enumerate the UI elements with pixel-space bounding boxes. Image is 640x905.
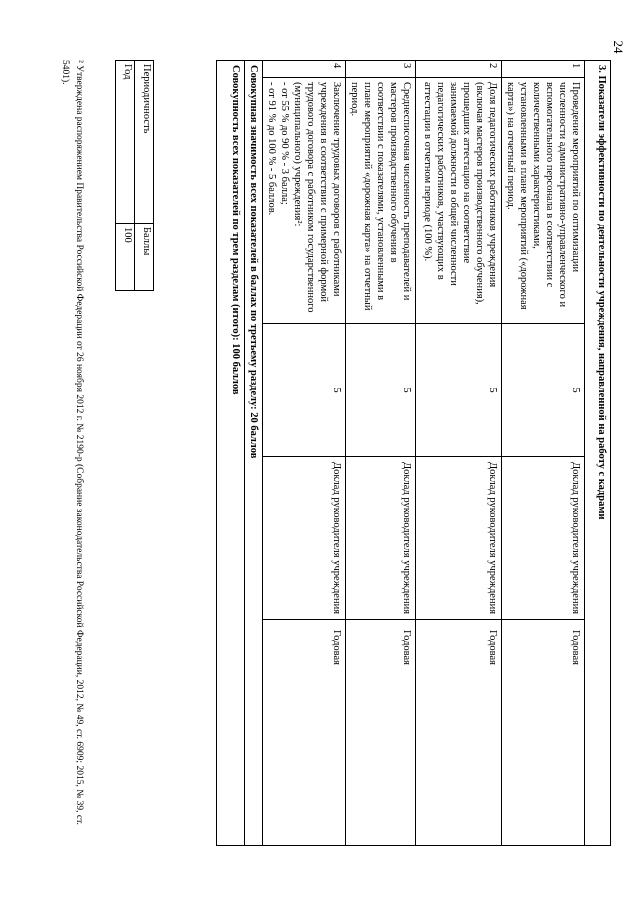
document-type: Доклад руководителя учреждения [416, 457, 502, 620]
points-header: Баллы [135, 224, 154, 291]
section-title: 3. Показатели эффективности по деятельности учреждения, направленной на работу с кадрами [585, 61, 611, 846]
total-summary-row [217, 61, 245, 846]
indicator-text: Доля педагогических работников учреждения (включая мастеров производственного обучения), прошедших аттестацию на соответствие занимаемой должности в общей численности педагогических работников, участвующих в аттестации в отчетном периоде (100 %). [416, 78, 502, 324]
section-summary: Совокупная значимость всех показателей в баллах по третьему разделу: 20 баллов [245, 61, 263, 846]
indicator-text: Проведение мероприятий по оптимизации численности административно-управленческого и вспомогательного персонала в соответствии с количественными характеристиками, установленными в плане мероприятий («дорожная карта») на отчетный период. [502, 78, 585, 324]
periodicity: Годовая [416, 620, 502, 846]
total-summary: Совокупность всех показателей по трем разделам (итого): 100 баллов [217, 61, 245, 846]
document-type: Доклад руководителя учреждения [263, 457, 346, 620]
points-value: 5 [502, 324, 585, 457]
row-number: 2 [416, 61, 502, 78]
table-row [416, 61, 502, 846]
page-number: 24 [611, 40, 626, 54]
table-row [346, 61, 416, 846]
periodicity: Годовая [263, 620, 346, 846]
indicator-text: Заключение трудовых договоров с работниками учреждения в соответствии с примерной формой трудового договора с работником государственного (муниципального) учреждения²: [292, 82, 342, 313]
periodicity-value-row [116, 61, 135, 291]
rotated-page-content [56, 60, 611, 845]
periodicity: Годовая [346, 620, 416, 846]
document-type: Доклад руководителя учреждения [346, 457, 416, 620]
points-value: 5 [416, 324, 502, 457]
points-total: 100 [116, 224, 135, 291]
indicator-cell [263, 78, 346, 324]
indicator-option: - от 55 % до 90 % - 3 балла; [279, 82, 290, 205]
row-number: 1 [502, 61, 585, 78]
periodicity-header: Периодичность [135, 61, 154, 224]
table-row [502, 61, 585, 846]
indicators-table [216, 60, 611, 846]
points-value: 5 [263, 324, 346, 457]
footnote: ² Утверждена распоряжением Правительства Российской Федерации от 26 ноября 2012 г. № 2190-р (Собрание законодательства Российской Федерации, 2012, № 49, ст. 6909; 2015, № 39, ст. 5401). [60, 60, 84, 825]
section-header-row [585, 61, 611, 846]
points-value: 5 [346, 324, 416, 457]
row-number: 3 [346, 61, 416, 78]
section-summary-row [245, 61, 263, 846]
document-type: Доклад руководителя учреждения [502, 457, 585, 620]
periodicity-table [115, 60, 154, 291]
indicator-text: Среднесписочная численность преподавателей и мастеров производственного обучения в соответствии с показателями, установленными в плане мероприятий «дорожная карта» на отчетный период. [346, 78, 416, 324]
table-row [263, 61, 346, 846]
periodicity-header-row [135, 61, 154, 291]
periodicity-value: Год [116, 61, 135, 224]
indicator-option: - от 91 % до 100 % - 5 баллов. [266, 82, 277, 216]
row-number: 4 [263, 61, 346, 78]
periodicity: Годовая [502, 620, 585, 846]
